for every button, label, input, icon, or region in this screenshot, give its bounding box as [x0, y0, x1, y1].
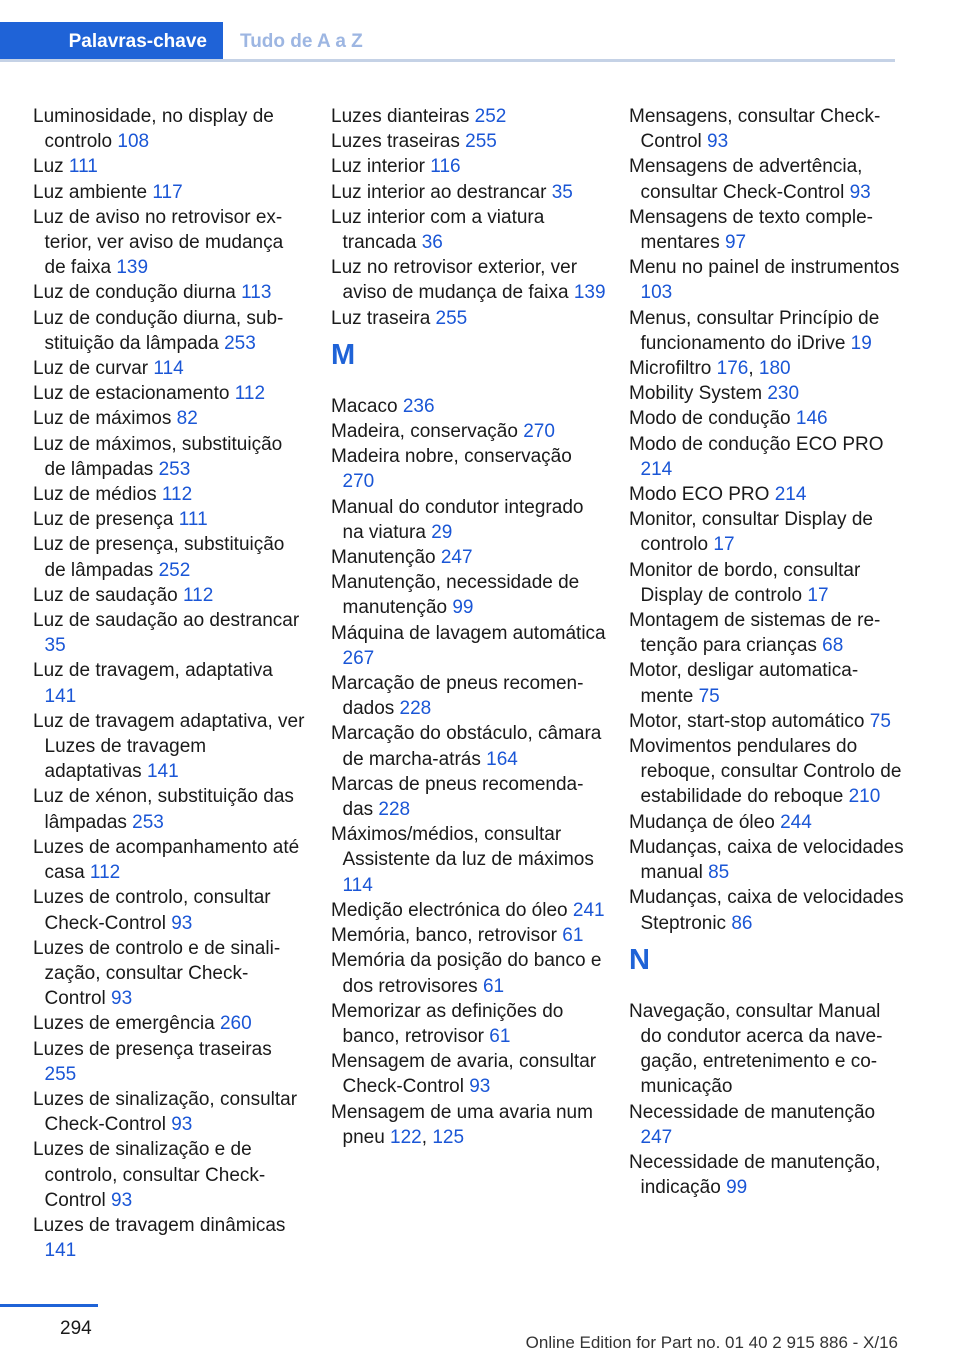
index-entry-text: Luz de presença, substituição de lâmpadas: [33, 534, 285, 581]
index-entry-text: Mensagem de uma avaria num pneu: [331, 1101, 593, 1148]
index-entry: [629, 709, 904, 734]
index-entry: [331, 129, 606, 154]
index-entry: [33, 532, 308, 582]
index-entry-text: Mensagem de avaria, consultar Check-Control: [331, 1051, 597, 1098]
page-reference-link[interactable]: 103: [640, 282, 673, 304]
index-entry: [33, 356, 308, 381]
index-entry-text: Mobility System: [629, 383, 768, 405]
index-entry-text: Manutenção, necessidade de manutenção: [331, 572, 580, 619]
index-column-1: [33, 104, 308, 1263]
footer-rule: [0, 1304, 98, 1307]
index-entry-text: Luz de máximos, substituição de lâmpadas: [33, 433, 283, 480]
page-reference-link[interactable]: 253: [132, 811, 164, 833]
page-reference-link[interactable]: 252: [474, 106, 507, 127]
index-entry-text: Mudanças, caixa de velocidades manual: [629, 836, 904, 884]
index-entry: [331, 104, 606, 129]
page-reference-link[interactable]: 270: [523, 421, 555, 443]
page-reference-link[interactable]: 35: [551, 181, 573, 203]
page-reference-link[interactable]: 141: [146, 761, 179, 783]
page-reference-link[interactable]: 247: [640, 1126, 673, 1148]
index-entry-text: Manual do condutor integrado na viatura: [331, 496, 584, 543]
index-entry: [331, 772, 606, 822]
index-entry-text: Luz de saudação: [33, 584, 184, 606]
index-entry: [331, 570, 606, 620]
index-entry: [331, 180, 606, 205]
index-entry: [331, 545, 606, 570]
index-entry: [629, 1150, 904, 1200]
page-reference-link[interactable]: 93: [171, 912, 193, 934]
page-reference-link[interactable]: 75: [698, 685, 720, 707]
page-reference-link[interactable]: 270: [342, 471, 375, 493]
page-reference-link[interactable]: 146: [795, 408, 828, 430]
index-entry-text: Movimentos pendulares do reboque, consultar Controlo de estabilidade do reboque: [629, 736, 902, 808]
index-entry: [629, 658, 904, 708]
index-entry-text: Modo de condução: [629, 408, 796, 430]
page-reference-link[interactable]: 241: [572, 899, 605, 921]
index-entry-text: Motor, start-stop automático: [629, 710, 870, 732]
index-entry-text: Monitor, consultar Display de controlo: [629, 509, 873, 556]
index-entry: [331, 671, 606, 721]
index-entry: [33, 1011, 308, 1036]
index-entry: [629, 835, 904, 885]
page-reference-link[interactable]: 139: [116, 257, 149, 279]
page-reference-link[interactable]: 93: [111, 1189, 133, 1211]
index-column-3: [629, 104, 904, 1200]
index-entry-text: Mudança de óleo: [629, 811, 781, 833]
page-reference-link[interactable]: 255: [435, 307, 468, 329]
tab-keywords[interactable]: [0, 22, 223, 62]
index-entry-text: Luzes de emergência: [33, 1013, 220, 1035]
index-entry-text: Madeira, conservação: [331, 421, 524, 443]
edition-note: Online Edition for Part no. 01 40 2 915 886 - X/16: [525, 1333, 898, 1352]
index-entry-text: Marcas de pneus recomendadas: [331, 773, 584, 821]
index-entry-text: Luz de condução diurna: [33, 282, 242, 304]
index-entry: [629, 482, 904, 507]
page-reference-link[interactable]: 125: [432, 1126, 465, 1148]
index-entry-text: Mensagens, consultar Check-Control: [629, 106, 881, 153]
index-entry-text: Menu no painel de instrumentos: [629, 257, 900, 279]
index-entry-text: Luz de travagem adaptativa, ver Luzes de travagem adaptativas: [33, 710, 305, 783]
index-entry-text: Luminosidade, no display de controlo: [33, 106, 274, 153]
page-reference-link[interactable]: 141: [44, 1240, 77, 1262]
page-reference-link[interactable]: 164: [486, 748, 518, 770]
index-entry: [33, 205, 308, 281]
index-entry-text: Memória, banco, retrovisor: [331, 925, 563, 947]
page-reference-link[interactable]: 117: [152, 181, 183, 203]
index-entry-text: Necessidade de manutenção: [629, 1101, 876, 1123]
index-entry: [33, 1037, 308, 1087]
index-entry-text: Luzes de sinalização e de controlo, consultar Check-Control: [33, 1139, 266, 1211]
index-entry: [33, 1087, 308, 1137]
index-entry: [331, 923, 606, 948]
index-entry-text: Luz de curvar: [33, 358, 154, 380]
index-entry-text: Memória da posição do banco e dos retrovisores: [331, 950, 602, 997]
index-entry-text: Luz de xénon, substituição das lâmpadas: [33, 786, 294, 833]
index-entry: [331, 306, 606, 331]
page-reference-link[interactable]: 116: [430, 156, 461, 178]
index-entry: [629, 1100, 904, 1150]
index-entry-text: Luz no retrovisor exterior, ver aviso de mudança de faixa: [331, 257, 578, 304]
page-reference-link[interactable]: 108: [117, 131, 150, 153]
index-entry-text: Mensagens de advertência, consultar Check-Control: [629, 156, 863, 203]
index-entry: [331, 621, 606, 671]
index-entry: [629, 432, 904, 482]
page-reference-link[interactable]: 17: [807, 584, 829, 606]
index-entry-text: Montagem de sistemas de retenção para crianças: [629, 610, 881, 657]
index-entry: [33, 482, 308, 507]
index-entry: [331, 1049, 606, 1099]
page-number: 294: [60, 1318, 92, 1339]
index-entry: Mensagem de uma avaria num pneu 122, 125: [331, 1101, 593, 1148]
index-entry: [33, 432, 308, 482]
index-entry: [331, 495, 606, 545]
page-reference-link[interactable]: 139: [573, 282, 606, 304]
index-entry: [331, 154, 606, 179]
index-entry: [33, 154, 308, 179]
index-entry-text: Máximos/médios, consultar Assistente da luz de máximos: [331, 824, 594, 871]
index-entry-text: Luzes de sinalização, consultar Check-Control: [33, 1088, 298, 1136]
index-entry: [33, 180, 308, 205]
index-entry-text: Mudanças, caixa de velocidades Steptronic: [629, 887, 904, 934]
header-tab-bar: [0, 22, 895, 62]
index-entry-text: Marcação de pneus recomendados: [331, 673, 584, 720]
index-entry: [33, 835, 308, 885]
index-entry: [629, 810, 904, 835]
page-reference-link[interactable]: 19: [850, 332, 872, 354]
page-reference-link[interactable]: 99: [726, 1177, 748, 1199]
index-entry: [331, 721, 606, 771]
index-entry-text: Modo ECO PRO: [629, 484, 775, 506]
page-reference-link[interactable]: 253: [158, 458, 191, 480]
index-entry: [33, 709, 308, 785]
index-entry: [629, 381, 904, 406]
page-reference-link[interactable]: 82: [176, 408, 198, 430]
index-entry: [331, 419, 606, 444]
index-entry-text: Luzes traseiras: [331, 131, 466, 153]
page-reference-link[interactable]: 255: [44, 1063, 77, 1085]
index-entry-text: Motor, desligar automaticamente: [629, 660, 859, 707]
page-reference-link[interactable]: 267: [342, 647, 375, 669]
index-entry: [33, 1137, 308, 1213]
page-reference-link[interactable]: 244: [780, 811, 812, 833]
index-entry: [331, 898, 606, 923]
index-entry: [33, 507, 308, 532]
index-entry-text: Luz traseira: [331, 307, 436, 329]
index-entry: [629, 154, 904, 204]
tab-a-to-z-label: Tudo de A a Z: [240, 31, 363, 52]
index-entry: [33, 306, 308, 356]
page-reference-link[interactable]: 35: [44, 635, 66, 657]
index-entry: [331, 394, 606, 419]
index-entry-text: Modo de condução ECO PRO: [629, 433, 884, 455]
page-reference-link[interactable]: 86: [731, 912, 753, 934]
index-column-2: [331, 104, 606, 1150]
index-entry-text: Luz de médios: [33, 484, 162, 506]
page-reference-link[interactable]: 260: [219, 1013, 252, 1035]
page-reference-link[interactable]: 228: [378, 799, 411, 821]
index-entry-text: Luz interior: [331, 156, 431, 178]
page-reference-link[interactable]: 99: [452, 597, 474, 619]
page-reference-link[interactable]: 230: [767, 383, 800, 405]
index-entry: [33, 658, 308, 708]
tab-a-to-z[interactable]: [240, 22, 363, 62]
index-entry: [33, 406, 308, 431]
index-entry: [33, 936, 308, 1012]
page-reference-link[interactable]: 68: [822, 635, 844, 657]
section-letter: M: [331, 338, 356, 371]
page-reference-link[interactable]: 29: [431, 521, 453, 543]
page-reference-link[interactable]: 247: [440, 547, 473, 569]
page-reference-link[interactable]: 210: [848, 786, 881, 808]
index-entry: [629, 104, 904, 154]
page-reference-link[interactable]: 93: [469, 1076, 491, 1098]
page-reference-link[interactable]: 114: [153, 358, 184, 380]
page-reference-link[interactable]: 61: [562, 925, 584, 947]
index-entry: [33, 885, 308, 935]
index-entry-text: Luzes de presença traseiras: [33, 1038, 272, 1060]
index-entry-text: Monitor de bordo, consultar Display de controlo: [629, 559, 861, 606]
index-entry: [629, 255, 904, 305]
page-reference-link[interactable]: 141: [44, 685, 77, 707]
index-entry: [629, 558, 904, 608]
page-reference-link[interactable]: 228: [399, 698, 432, 720]
index-entry: [629, 999, 904, 1100]
index-entry-text: Luz: [33, 156, 69, 178]
page-reference-link[interactable]: 85: [708, 862, 730, 884]
index-entry-text: Mensagens de texto complementares: [629, 206, 873, 254]
header-rule: [0, 59, 895, 62]
index-entry-text: Marcação do obstáculo, câmara de marcha-atrás: [331, 723, 602, 770]
page-reference-link[interactable]: 36: [421, 232, 443, 254]
index-entry: [33, 381, 308, 406]
page-reference-link[interactable]: 17: [713, 534, 735, 556]
index-entry: [629, 507, 904, 557]
index-entry-text: Luzes de controlo e de sinalização, consultar Check-Control: [33, 937, 281, 1010]
index-entry-text: Luz interior ao destrancar: [331, 181, 552, 203]
index-entry-text: Microfiltro: [629, 358, 717, 380]
page-reference-link[interactable]: 214: [640, 458, 673, 480]
index-entry: [629, 734, 904, 810]
index-entry-text: Medição electrónica do óleo: [331, 899, 573, 921]
index-entry: [629, 608, 904, 658]
index-entry: [33, 1213, 308, 1263]
index-entry-text: Navegação, consultar Manual do condutor acerca da navegação, entretenimento e comunicação: [629, 1000, 883, 1098]
index-entry: [33, 608, 308, 658]
page-reference-link[interactable]: 93: [171, 1114, 193, 1136]
index-entry: [33, 104, 308, 154]
index-entry: [629, 306, 904, 356]
page-reference-link[interactable]: 112: [234, 383, 266, 405]
index-entry-text: Madeira nobre, conservação: [331, 446, 572, 468]
page-reference-link[interactable]: 93: [849, 181, 871, 203]
index-entry-text: Luz de máximos: [33, 408, 177, 430]
page-reference-link[interactable]: 97: [724, 232, 747, 254]
index-entry: [33, 784, 308, 834]
page-reference-link[interactable]: 61: [489, 1025, 511, 1047]
index-entry-text: Luzes dianteiras: [331, 106, 475, 127]
page-reference-link[interactable]: 111: [178, 509, 208, 531]
page-reference-link[interactable]: 113: [241, 282, 272, 304]
page-reference-link[interactable]: 114: [342, 874, 373, 896]
page-reference-link[interactable]: 111: [68, 156, 98, 178]
page-reference-link[interactable]: 255: [465, 131, 497, 153]
page-reference-link[interactable]: 112: [161, 484, 193, 506]
index-entry: [331, 205, 606, 255]
index-entry-text: Luz de presença: [33, 509, 179, 531]
page-reference-link[interactable]: 61: [482, 975, 505, 997]
page-reference-link[interactable]: 176: [716, 358, 749, 380]
index-entry-text: Necessidade de manutenção, indicação: [629, 1151, 881, 1199]
index-entry-text: Luz de aviso no retrovisor exterior, ver aviso de mudança de faixa: [33, 206, 284, 279]
index-entry-text: Luzes de acompanhamento até casa: [33, 836, 300, 884]
page-reference-link[interactable]: 93: [111, 988, 133, 1010]
index-entry: [331, 255, 606, 305]
index-entry-text: Luzes de travagem dinâmicas: [33, 1214, 286, 1236]
index-entry-text: Luz de condução diurna, substituição da lâmpada: [33, 307, 284, 354]
index-entry: [629, 406, 904, 431]
index-entry-text: Luzes de controlo, consultar Check-Control: [33, 887, 271, 934]
page-reference-link[interactable]: 75: [869, 710, 891, 732]
index-entry: [331, 822, 606, 898]
page-reference-link[interactable]: 180: [758, 358, 791, 380]
page-reference-link[interactable]: 93: [707, 131, 729, 153]
index-entry-text: Macaco: [331, 395, 403, 417]
section-letter: N: [629, 943, 650, 976]
index-entry-text: Máquina de lavagem automática: [331, 622, 606, 644]
index-entry-text: Luz interior com a viatura trancada: [331, 206, 545, 254]
index-entry: [331, 948, 606, 998]
index-entry-text: Manutenção: [331, 547, 441, 569]
index-entry: Microfiltro 176, 180: [629, 358, 791, 380]
tab-keywords-label: Palavras-chave: [68, 31, 207, 52]
index-entry-text: Memorizar as definições do banco, retrovisor: [331, 1000, 564, 1047]
page-reference-link[interactable]: 214: [774, 484, 807, 506]
index-entry: [33, 280, 308, 305]
page-reference-link[interactable]: 112: [89, 862, 121, 884]
index-entry: [629, 205, 904, 255]
page-reference-link[interactable]: 122: [390, 1126, 422, 1148]
index-entry: [33, 583, 308, 608]
index-entry: [629, 885, 904, 935]
index-entry-text: Luz de travagem, adaptativa: [33, 660, 273, 682]
index-entry-text: Luz de estacionamento: [33, 383, 235, 405]
index-entry-text: Luz ambiente: [33, 181, 153, 203]
page-reference-link[interactable]: 252: [158, 559, 191, 581]
index-entry-text: Menus, consultar Princípio de funcionamento do iDrive: [629, 307, 880, 354]
page-reference-link[interactable]: 253: [224, 332, 256, 354]
index-entry-text: Luz de saudação ao destrancar: [33, 610, 300, 632]
page-reference-link[interactable]: 236: [402, 395, 435, 417]
page-reference-link[interactable]: 112: [183, 584, 214, 606]
index-entry: [331, 999, 606, 1049]
index-entry: [331, 444, 606, 494]
